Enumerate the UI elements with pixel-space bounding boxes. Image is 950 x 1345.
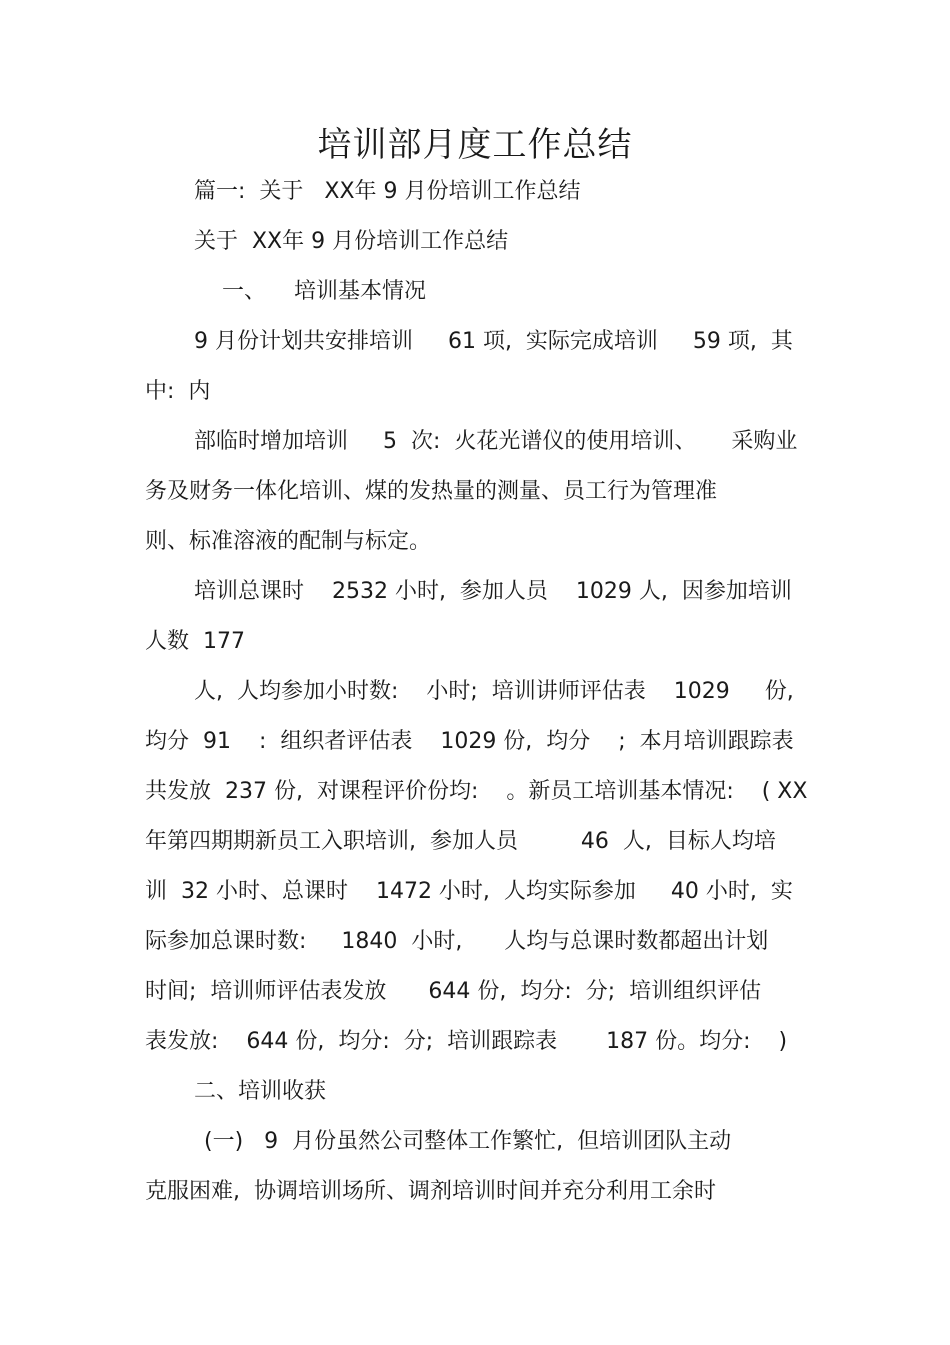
section-heading-2: 二、培训收获 bbox=[194, 1079, 327, 1104]
section-heading-1: 一、 培训基本情况 bbox=[222, 279, 426, 304]
text-line-21: 克服困难, 协调培训场所、调剂培训时间并充分利用工余时 bbox=[145, 1179, 716, 1204]
text-line-8: 则、标准溶液的配制与标定。 bbox=[145, 529, 432, 554]
text-line-5: 中: 内 bbox=[145, 379, 211, 404]
text-line-14: 年第四期期新员工入职培训, 参加人员 46 人, 目标人均培 bbox=[145, 829, 776, 854]
text-line-17: 时间; 培训师评估表发放 644 份, 均分: 分; 培训组织评估 bbox=[145, 979, 762, 1004]
text-line-4: 9 月份计划共安排培训 61 项, 实际完成培训 59 项, 其 bbox=[194, 329, 793, 354]
text-line-9: 培训总课时 2532 小时, 参加人员 1029 人, 因参加培训 bbox=[194, 579, 792, 604]
text-line-1: 篇一: 关于 XX年 9 月份培训工作总结 bbox=[194, 179, 581, 204]
text-line-6: 部临时增加培训 5 次: 火花光谱仪的使用培训、 采购业 bbox=[194, 429, 798, 454]
text-line-13: 共发放 237 份, 对课程评价份均: 。新员工培训基本情况: ( XX bbox=[145, 779, 808, 804]
text-line-10: 人数 177 bbox=[145, 629, 245, 654]
text-line-7: 务及财务一体化培训、煤的发热量的测量、员工行为管理准 bbox=[145, 479, 718, 504]
text-line-16: 际参加总课时数: 1840 小时, 人均与总课时数都超出计划 bbox=[145, 929, 769, 954]
text-line-18: 表发放: 644 份, 均分: 分; 培训跟踪表 187 份。均分: ) bbox=[145, 1029, 788, 1054]
text-line-20: (一) 9 月份虽然公司整体工作繁忙, 但培训团队主动 bbox=[204, 1129, 732, 1154]
text-line-2: 关于 XX年 9 月份培训工作总结 bbox=[194, 229, 509, 254]
text-line-15: 训 32 小时、总课时 1472 小时, 人均实际参加 40 小时, 实 bbox=[145, 879, 793, 904]
text-line-12: 均分 91 : 组织者评估表 1029 份, 均分 ; 本月培训跟踪表 bbox=[145, 729, 794, 754]
text-line-11: 人, 人均参加小时数: 小时; 培训讲师评估表 1029 份, bbox=[194, 679, 794, 704]
document-title: 培训部月度工作总结 bbox=[317, 125, 633, 165]
